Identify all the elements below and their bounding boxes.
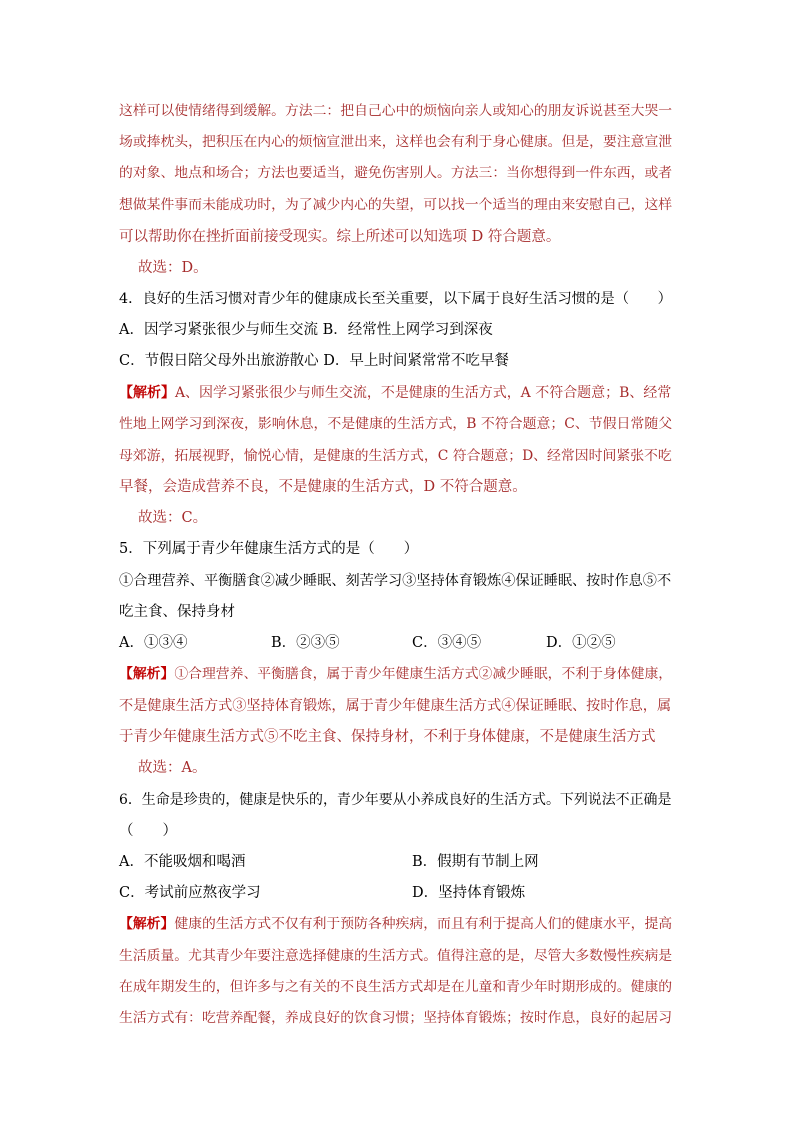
q6-option-c: C．考试前应熬夜学习	[119, 885, 261, 901]
q4-analysis-line-2: 性地上网学习到深夜，影响休息，不是健康的生活方式，B 不符合题意；C、节假日常随父	[119, 416, 673, 432]
q6-analysis-line-1	[119, 914, 672, 934]
q6-option-a: A．不能吸烟和喝酒	[119, 854, 246, 870]
q5-stem: 5．下列属于青少年健康生活方式的是（ ）	[119, 541, 419, 557]
q5-option-b: B．②③⑤	[271, 635, 340, 651]
q3-analysis-line-5: 可以帮助你在挫折面前接受现实。综上所述可以知选项 D 符合题意。	[119, 229, 561, 245]
q4-answer: 故选：C。	[138, 510, 208, 526]
q3-analysis-line-3: 的对象、地点和场合；方法也要适当，避免伤害别人。方法三：当你想得到一件东西，或者	[119, 165, 673, 181]
q6-stem-line-2: （ ）	[119, 823, 177, 839]
q5-analysis-line-2: 不是健康生活方式③坚持体育锻炼，属于青少年健康生活方式④保证睡眠、按时作息，属	[119, 698, 672, 714]
q3-analysis-line-2: 场或捧枕头，把积压在内心的烦恼宣泄出来，这样也会有利于身心健康。但是，要注意宣泄	[119, 134, 673, 150]
q6-options-row-1	[119, 852, 679, 872]
q4-analysis-line-3: 母郊游，拓展视野，愉悦心情，是健康的生活方式，C 符合题意；D、经常因时间紧张不吃	[119, 448, 672, 464]
q4-options-line-1: A．因学习紧张很少与师生交流 B．经常性上网学习到深夜	[119, 322, 493, 338]
q4-options-line-2: C．节假日陪父母外出旅游散心 D．早上时间紧常常不吃早餐	[119, 353, 509, 369]
q6-analysis-first: 健康的生活方式不仅有利于预防各种疾病，而且有利于提高人们的健康水平，提高	[174, 916, 673, 932]
q4-analysis-first: A、因学习紧张很少与师生交流，不是健康的生活方式，A 不符合题意；B、经常	[174, 385, 672, 401]
q6-stem-line-1: 6．生命是珍贵的，健康是快乐的，青少年要从小养成良好的生活方式。下列说法不正确是	[119, 792, 672, 808]
q5-items-line-2: 吃主食、保持身材	[119, 604, 235, 620]
q4-analysis-line-4: 早餐，会造成营养不良，不是健康的生活方式，D 不符合题意。	[119, 479, 527, 495]
q5-analysis-first: ①合理营养、平衡膳食，属于青少年健康生活方式②减少睡眠，不利于身体健康，	[174, 666, 673, 682]
q4-analysis-tag: 【解析】	[119, 385, 175, 401]
q6-option-b: B．假期有节制上网	[412, 854, 539, 870]
q5-option-c: C．③④⑤	[412, 635, 482, 651]
q3-answer: 故选：D。	[138, 260, 208, 276]
q3-analysis-line-1: 这样可以使情绪得到缓解。方法二：把自己心中的烦恼向亲人或知心的朋友诉说甚至大哭一	[119, 103, 673, 119]
q6-options-row-2	[119, 883, 679, 903]
q6-analysis-line-2: 生活质量。尤其青少年要注意选择健康的生活方式。值得注意的是，尽管大多数慢性疾病是	[119, 948, 673, 964]
q4-analysis-line-1	[119, 383, 671, 403]
q5-answer: 故选：A。	[138, 760, 207, 776]
q3-analysis-line-4: 想做某件事而未能成功时，为了减少内心的失望，可以找一个适当的理由来安慰自己，这样	[119, 197, 673, 213]
q5-analysis-line-3: 于青少年健康生活方式⑤不吃主食、保持身材，不利于身体健康，不是健康生活方式	[119, 729, 656, 745]
q5-option-a: A．①③④	[119, 635, 188, 651]
q6-analysis-line-4: 生活方式有：吃营养配餐，养成良好的饮食习惯；坚持体育锻炼；按时作息，良好的起居习	[119, 1010, 673, 1026]
q6-analysis-tag: 【解析】	[119, 916, 175, 932]
q5-option-d: D．①②⑤	[546, 635, 616, 651]
q6-option-d: D．坚持体育锻炼	[412, 885, 526, 901]
q5-analysis-line-1	[119, 664, 672, 684]
q6-analysis-line-3: 在成年期发生的，但许多与之有关的不良生活方式却是在儿童和青少年时期形成的。健康的	[119, 979, 673, 995]
q5-analysis-tag: 【解析】	[119, 666, 175, 682]
q5-items-line-1: ①合理营养、平衡膳食②减少睡眠、刻苦学习③坚持体育锻炼④保证睡眠、按时作息⑤不	[119, 573, 672, 589]
q4-stem: 4．良好的生活习惯对青少年的健康成长至关重要，以下属于良好生活习惯的是（ ）	[119, 291, 672, 307]
q5-options-row	[119, 633, 679, 653]
